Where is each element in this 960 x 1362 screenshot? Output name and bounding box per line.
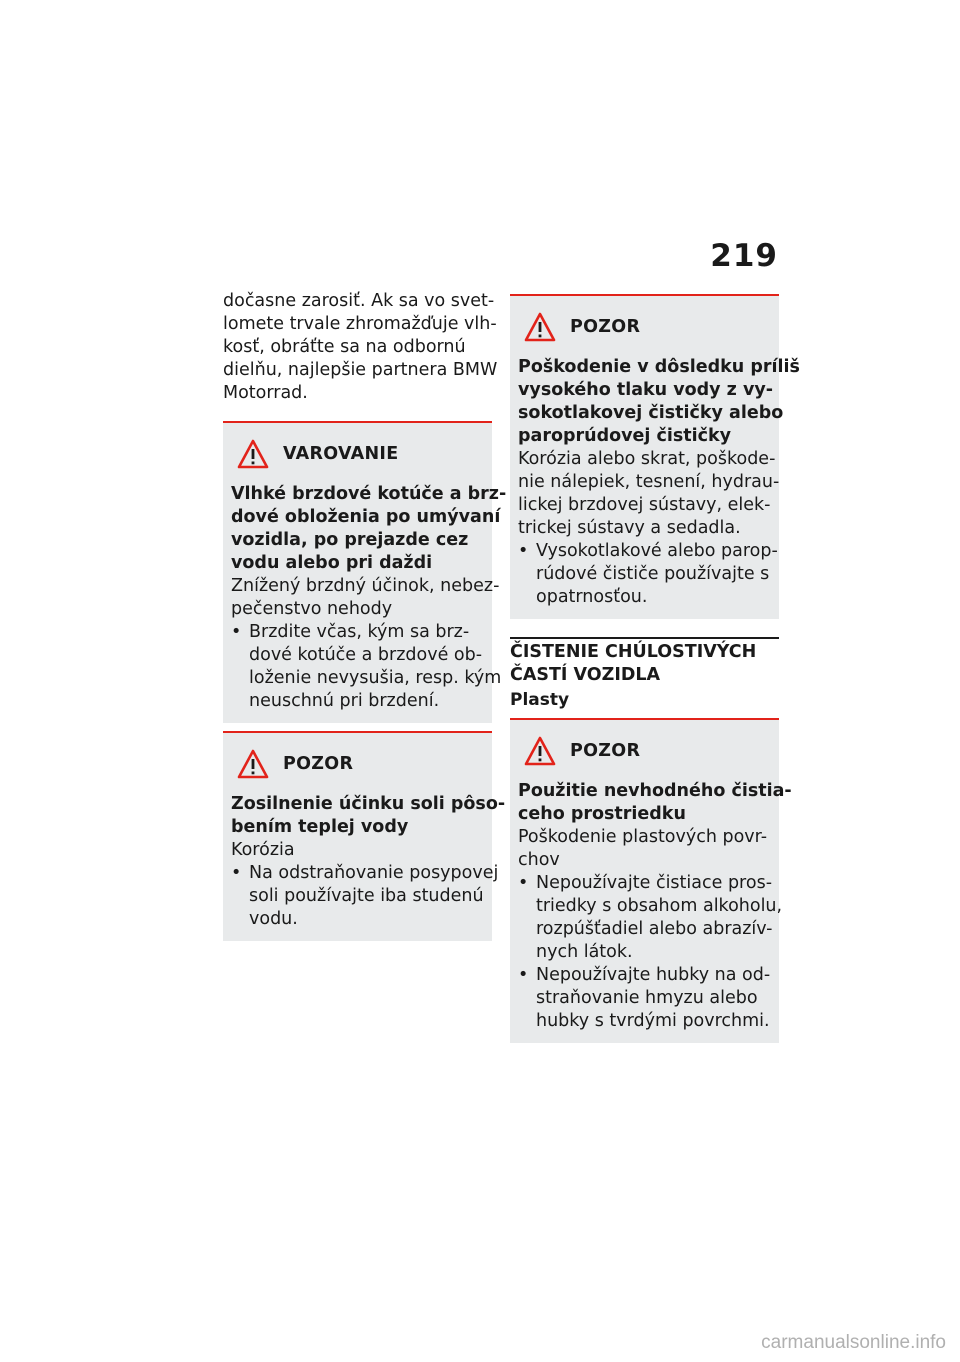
caution-consequence: Korózia	[231, 840, 295, 860]
caution-title: Poškodenie v dôsledku príliš vysokého tlaku vody z vy- sokotlakovej čističky alebo paroprúdovej čističky	[518, 357, 800, 446]
caution-label: POZOR	[283, 754, 354, 774]
caution-box-pressure	[510, 294, 800, 619]
caution-triangle-icon	[524, 312, 556, 342]
caution-triangle-icon	[237, 749, 269, 779]
warning-title: Vlhké brzdové kotúče a brz- dové obloženia po umývaní vozidla, po prejazde cez vodu alebo pri daždi	[231, 484, 507, 573]
watermark: carmanualsonline.info	[761, 1332, 946, 1353]
warning-box	[223, 421, 507, 723]
left-column	[223, 290, 507, 941]
caution-consequence: Korózia alebo skrat, poškode- nie nálepiek, tesnení, hydrau- lickej brzdovej sústavy, elek- trickej sústavy a sedadla.	[518, 449, 780, 538]
caution-consequence: Poškodenie plastových povr- chov	[518, 827, 768, 870]
intro-paragraph: dočasne zarosiť. Ak sa vo svet- lomete trvale zhromažďuje vlh- kosť, obráťte sa na odbornú dielňu, najlepšie partnera BMW Motorrad.	[223, 291, 498, 403]
right-column	[510, 294, 800, 1043]
caution-box-plastics	[510, 718, 792, 1043]
caution-bullet: • Nepoužívajte čistiace pros- triedky s obsahom alkoholu, rozpúšťadiel alebo abrazív- nych látok.	[518, 872, 771, 964]
caution-box-salt	[223, 731, 506, 941]
caution-title: Zosilnenie účinku soli pôso- bením teplej vody	[231, 794, 506, 837]
caution-label: POZOR	[570, 317, 641, 337]
warning-consequence: Znížený brzdný účinok, nebez- pečenstvo nehody	[231, 576, 500, 619]
warning-triangle-icon	[237, 439, 269, 469]
subsection-heading: Plasty	[510, 690, 570, 710]
page-number: 219	[710, 238, 778, 274]
warning-bullet: • Brzdite včas, kým sa brz- dové kotúče a brzdové ob- loženie nevysušia, resp. kým neuschnú pri brzdení.	[231, 621, 484, 713]
warning-label: VAROVANIE	[283, 444, 399, 464]
caution-bullet: • Vysokotlakové alebo parop- rúdové čističe používajte s opatrnosťou.	[518, 540, 771, 609]
caution-triangle-icon	[524, 736, 556, 766]
caution-label: POZOR	[570, 741, 641, 761]
caution-title: Použitie nevhodného čistia- ceho prostriedku	[518, 781, 792, 824]
section-heading: ČISTENIE CHÚLOSTIVÝCH ČASTÍ VOZIDLA	[510, 637, 779, 687]
caution-bullet: • Nepoužívajte hubky na od- straňovanie hmyzu alebo hubky s tvrdými povrchmi.	[518, 964, 771, 1033]
caution-bullet: • Na odstraňovanie posypovej soli používajte iba studenú vodu.	[231, 862, 484, 931]
